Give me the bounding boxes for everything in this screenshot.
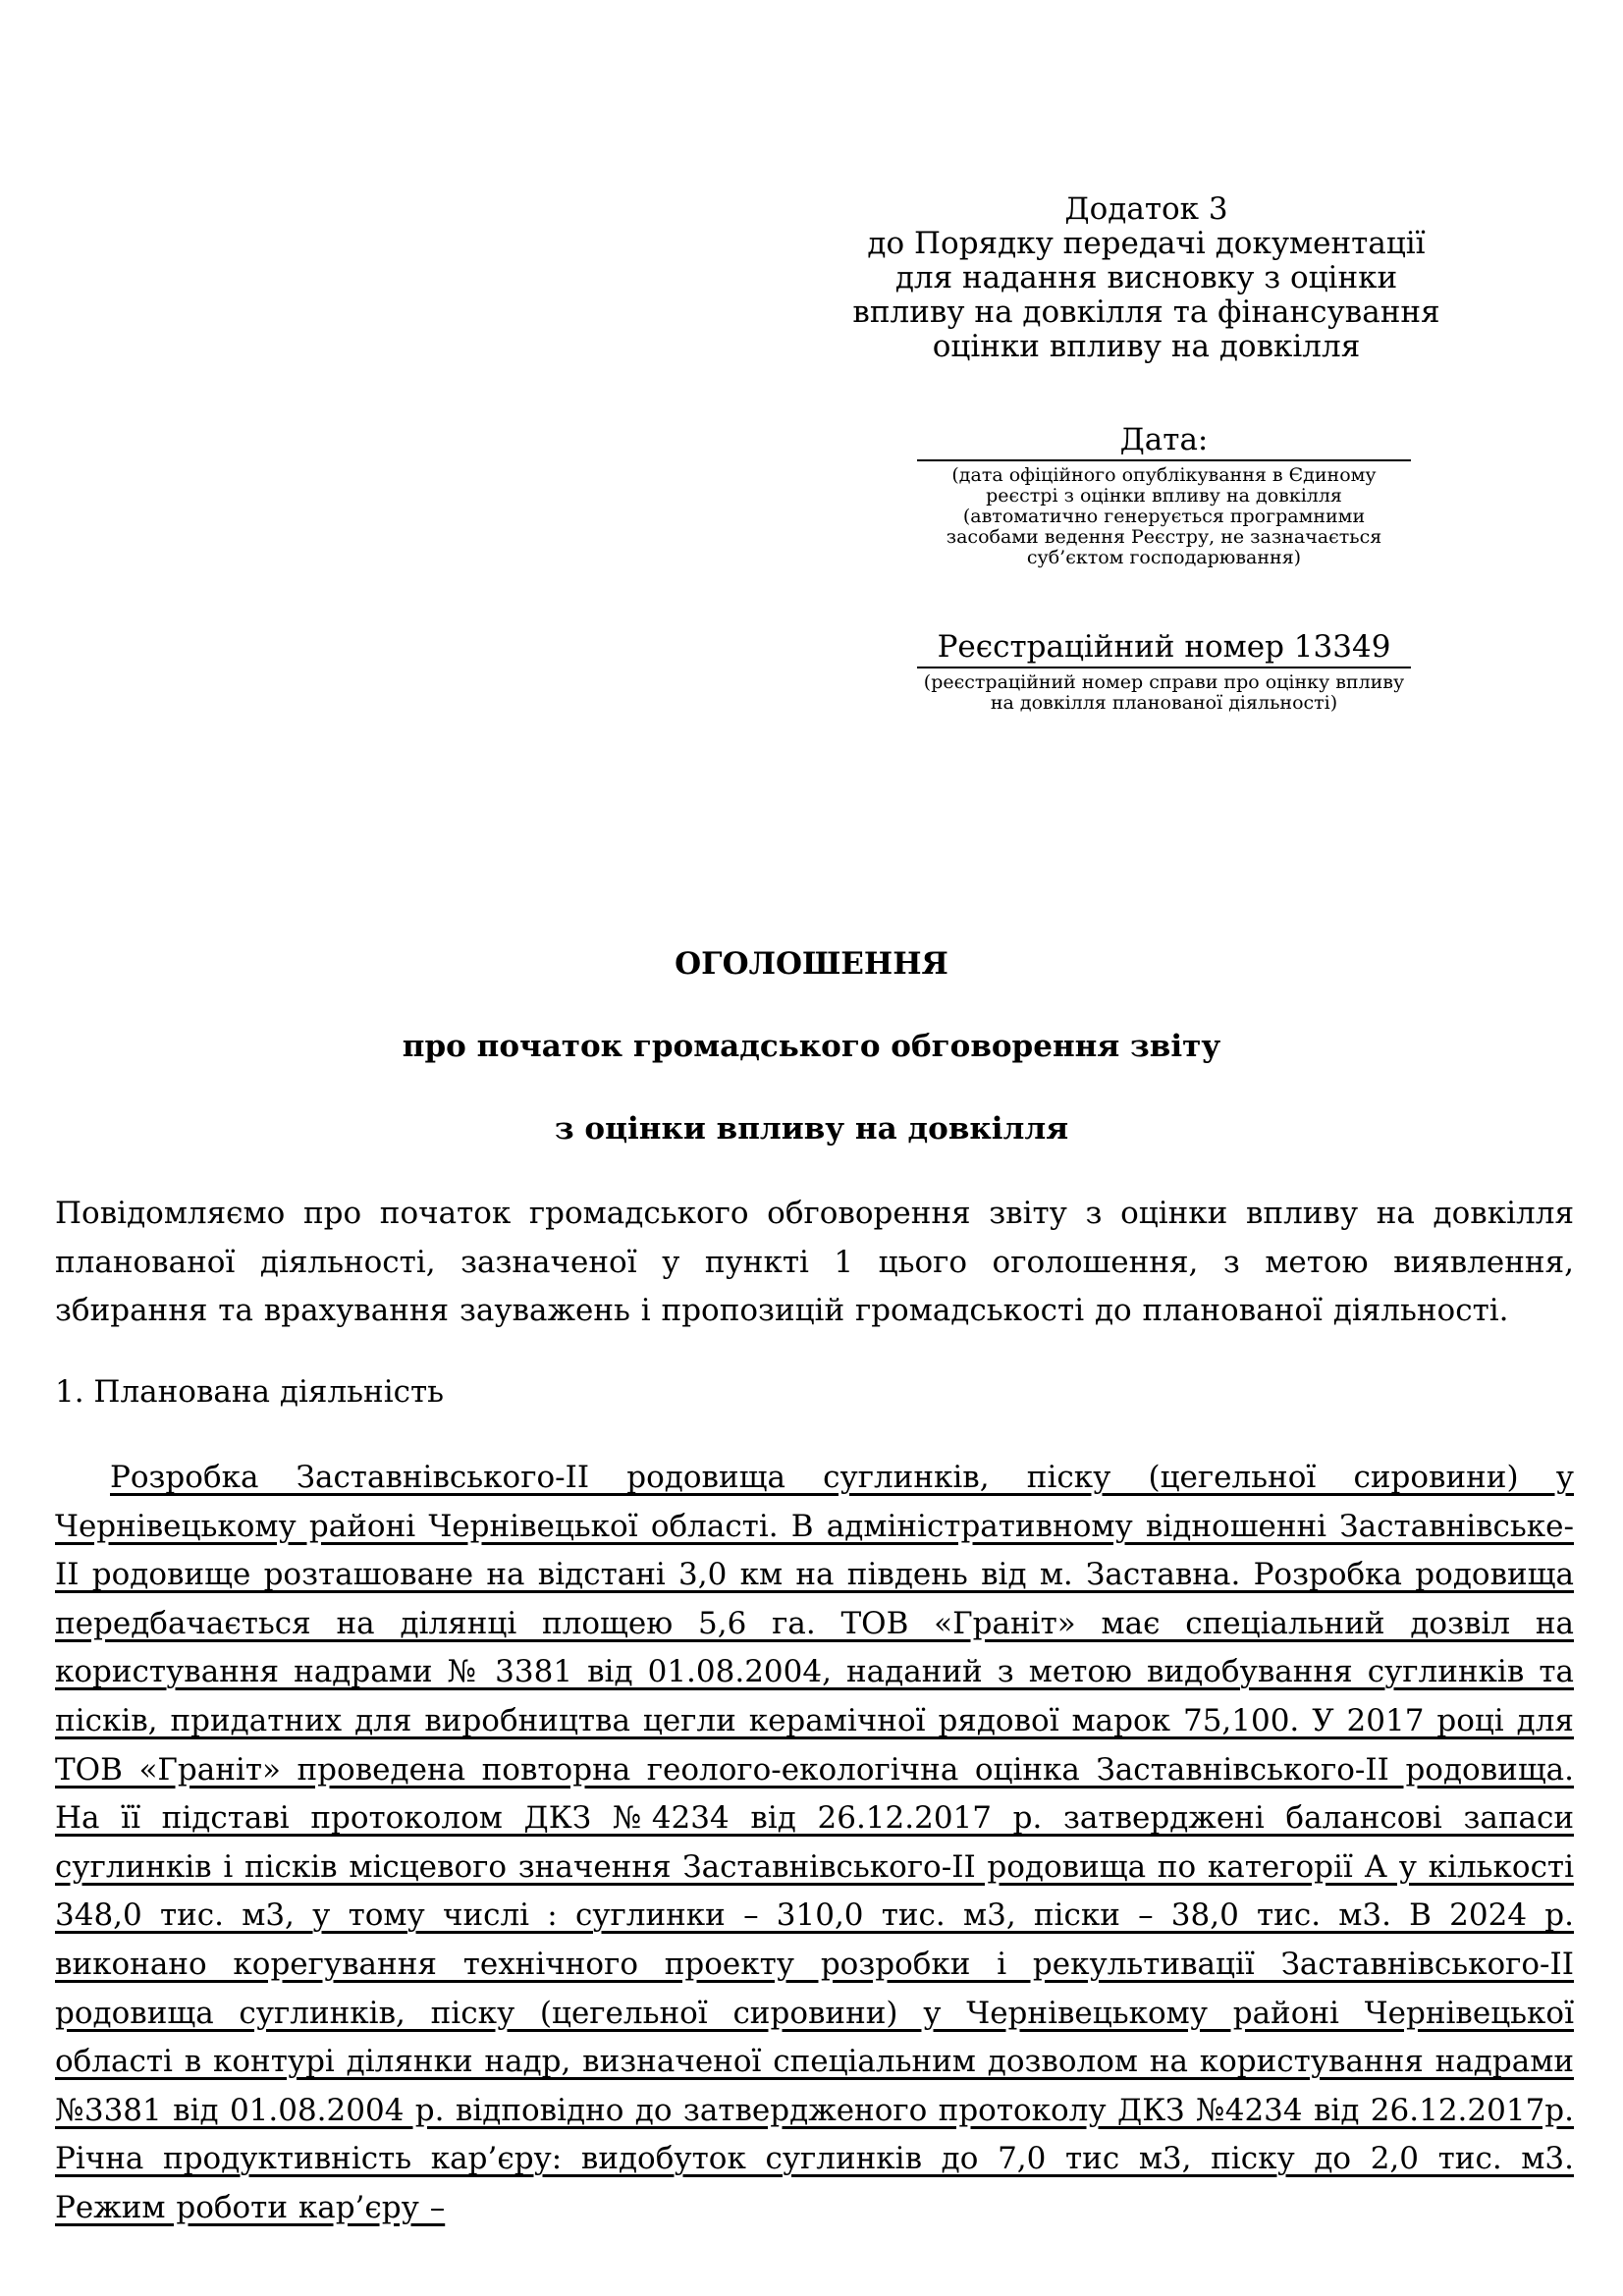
- section-1-title: 1. Планована діяльність: [55, 1374, 444, 1410]
- date-field: [917, 422, 1411, 568]
- registration-note: (реєстраційний номер справи про оцінку впливу на довкілля планованої діяльності): [923, 671, 1405, 714]
- annex-title: Додаток 3: [1064, 191, 1228, 227]
- announcement-title: ОГОЛОШЕННЯ: [675, 946, 948, 982]
- announcement-subtitle-1: про початок громадського обговорення звіту: [402, 1029, 1221, 1064]
- planned-activity-text: Розробка Заставнівського-II родовища суглинків, піску (цегельної сировини) у Чернівецькому районі Чернівецької області. В адміністративному відношенні Заставнівське-II родовище розташоване на відстані 3,0 км на південь від м. Заставна. Розробка родовища передбачається на ділянці площею 5,6 га. ТОВ «Граніт» має спеціальний дозвіл на користування надрами № 3381 від 01.08.2004, наданий з метою видобування суглинків та пісків, придатних для виробництва цегли керамічної рядової марок 75,100. У 2017 році для ТОВ «Граніт» проведена повторна геолого-екологічна оцінка Заставнівського-II родовища. На її підставі протоколом ДКЗ №4234 від 26.12.2017 р. затверджені балансові запаси суглинків і пісків місцевого значення Заставнівського-II родовища по категорії А у кількості 348,0 тис. м3, у тому числі : суглинки – 310,0 тис. м3, піски – 38,0 тис. м3. В 2024 р. виконано корегування технічного проекту розробки і рекультивації Заставнівського-II родовища суглинків, піску (цегельної сировини) у Чернівецькому районі Чернівецької області в контурі ділянки надр, визначеної спеціальним дозволом на користування надрами №3381 від 01.08.2004 р. відповідно до затвердженого протоколу ДКЗ №4234 від 26.12.2017р. Річна продуктивність кар’єру: видобуток суглинків до 7,0 тис м3, піску до 2,0 тис. м3. Режим роботи кар’єру –: [55, 1460, 1574, 2225]
- registration-field: [917, 629, 1411, 714]
- annex-subtitle: до Порядку передачі документації для надання висновку з оцінки впливу на довкілля та фінансування оцінки впливу на довкілля: [852, 226, 1440, 364]
- date-label: Дата:: [917, 422, 1411, 461]
- announcement-subtitle-2: з оцінки впливу на довкілля: [554, 1111, 1069, 1147]
- annex-header: [839, 192, 1453, 364]
- registration-number: Реєстраційний номер 13349: [917, 629, 1411, 668]
- intro-paragraph: Повідомляємо про початок громадського обговорення звіту з оцінки впливу на довкілля планованої діяльності, зазначеної у пункті 1 цього оголошення, з метою виявлення, збирання та врахування зауважень і пропозицій громадськості до планованої діяльності.: [55, 1196, 1574, 1329]
- date-note: (дата офіційного опублікування в Єдиному реєстрі з оцінки впливу на довкілля (автоматично генерується програмними засобами ведення Реєстру, не зазначається суб’єктом господарювання): [946, 464, 1382, 568]
